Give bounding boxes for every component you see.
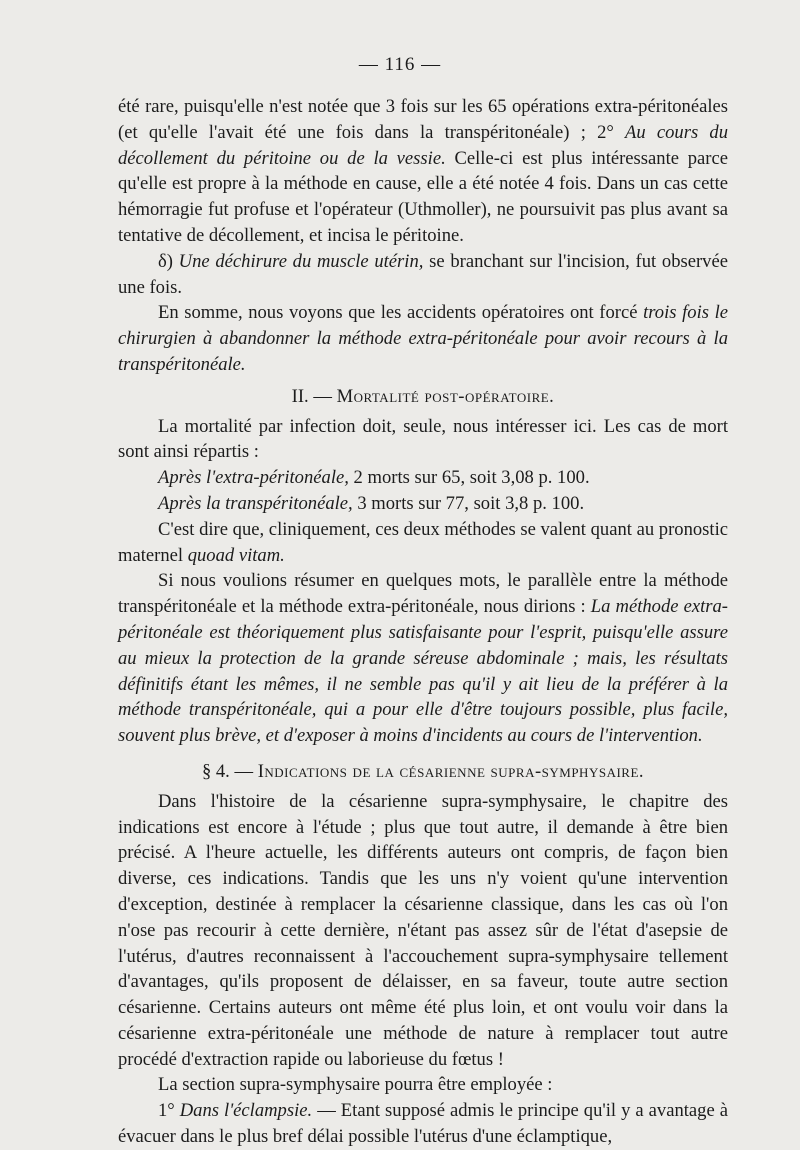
page-number: — 116 —: [358, 54, 442, 75]
paragraph: Si nous voulions résumer en quelques mots, le parallèle entre la méthode transpéritonéale et la méthode extra-péritonéale, nous dirions : La méthode extra-péritonéale est théoriquement plus satisfaisante pour l'esprit, puisqu'elle assure au mieux la protection de la grande séreuse abdominale ; mais, les résultats définitifs étant les mêmes, il ne semble pas qu'il y ait lieu de la préférer à la méthode transpéritonéale, qui a pour elle d'être toujours possible, plus facile, souvent plus brève, et d'exposer à moins d'incidents au cours de l'intervention.: [118, 570, 728, 747]
paragraph: C'est dire que, cliniquement, ces deux méthodes se valent quant au pronostic maternel quoad vitam.: [118, 518, 728, 566]
paragraph: La section supra-symphysaire pourra être employée :: [158, 1074, 553, 1096]
paragraph: Après l'extra-péritonéale, 2 morts sur 65, soit 3,08 p. 100.: [158, 467, 590, 489]
paragraph: 1° Dans l'éclampsie. — Etant supposé admis le principe qu'il y a avantage à évacuer dans le plus bref délai possible l'utérus d'une éclamptique,: [118, 1100, 728, 1148]
paragraph: δ) Une déchirure du muscle utérin, se branchant sur l'incision, fut observée une fois.: [118, 250, 728, 298]
paragraph: En somme, nous voyons que les accidents opératoires ont forcé trois fois le chirurgien à abandonner la méthode extra-péritonéale pour avoir recours à la transpéritonéale.: [118, 302, 728, 375]
paragraph: La mortalité par infection doit, seule, nous intéresser ici. Les cas de mort sont ainsi répartis :: [118, 415, 728, 463]
paragraph: été rare, puisqu'elle n'est notée que 3 fois sur les 65 opérations extra-péritonéales (et qu'elle l'avait été une fois dans la transpéritonéale) ; 2° Au cours du décollement du péritoine ou de la vessie. Celle-ci est plus intéressante parce qu'elle est propre à la méthode en cause, elle a été notée 4 fois. Dans un cas cette hémorragie fut profuse et l'opérateur (Uthmoller), ne poursuivit pas plus avant sa tentative de décollement, et incisa le péritoine.: [118, 96, 728, 246]
body-text: [118, 94, 728, 1150]
section-heading-indications: § 4. — Indications de la césarienne supra-symphysaire.: [201, 760, 645, 782]
paragraph: Dans l'histoire de la césarienne supra-symphysaire, le chapitre des indications est encore à l'étude ; plus que tout autre, il demande à être bien précisé. A l'heure actuelle, les différents auteurs ont compris, de façon bien diverse, ces indications. Tandis que les uns n'y voient qu'une intervention d'exception, destinée à remplacer la césarienne classique, dans les cas où l'on n'ose pas recourir à cette dernière, n'étant pas assez sûr de l'état d'asepsie de l'utérus, d'autres reconnaissent à l'accouchement supra-symphysaire tellement d'avantages, qu'ils proposent de délaisser, en sa faveur, toute autre section césarienne. Certains auteurs ont même été plus loin, et ont voulu voir dans la césarienne extra-péritonéale une méthode de nature à remplacer tout autre procédé d'extraction rapide ou laborieuse du fœtus !: [118, 790, 728, 1070]
paragraph: Après la transpéritonéale, 3 morts sur 77, soit 3,8 p. 100.: [158, 492, 585, 514]
section-heading-mortality: II. — Mortalité post-opératoire.: [291, 385, 555, 407]
